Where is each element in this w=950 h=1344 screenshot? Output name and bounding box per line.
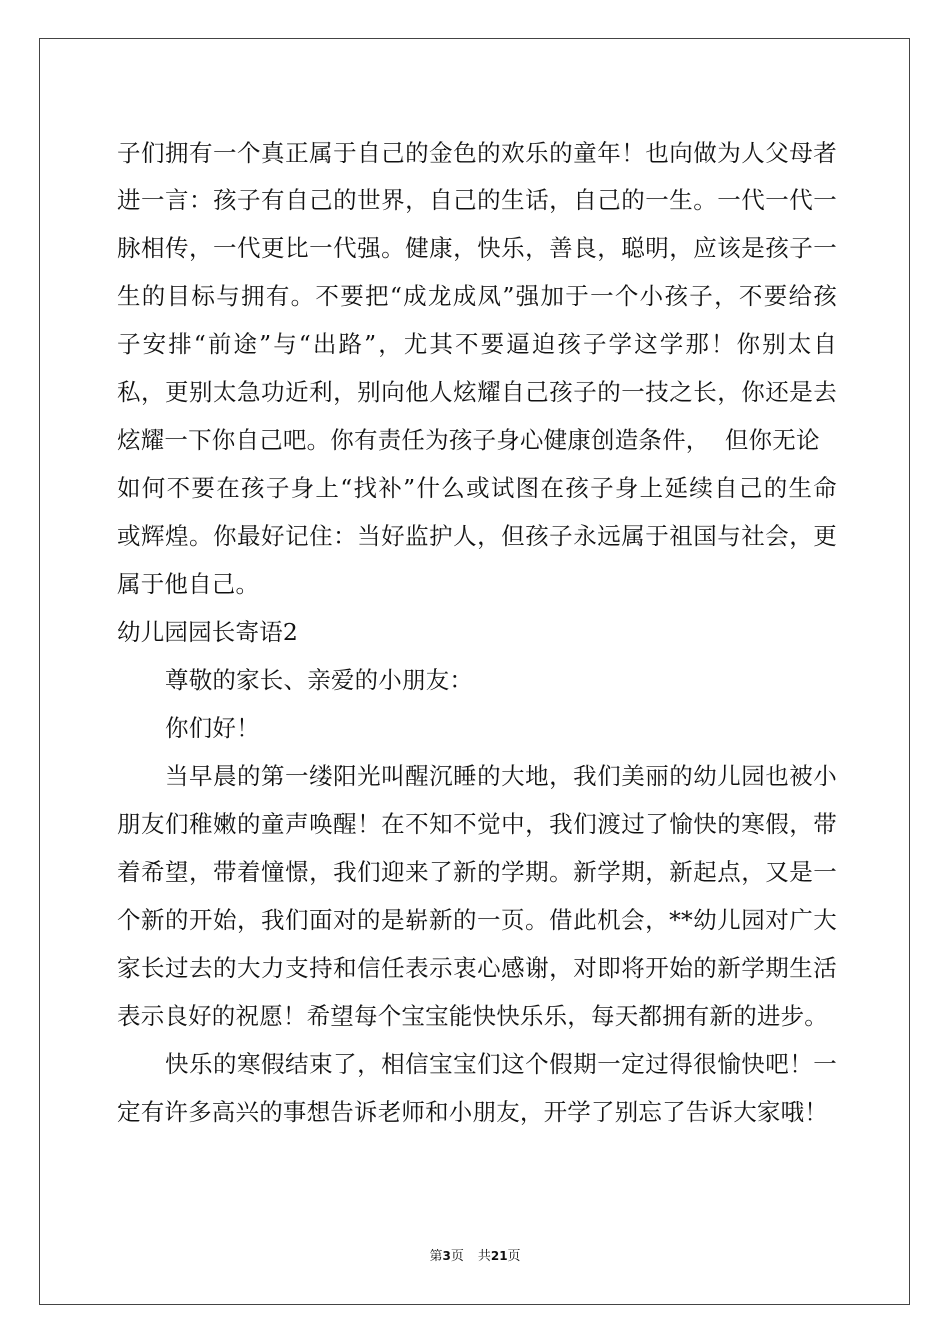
text-line: 进一言：孩子有自己的世界，自己的生话，自己的一生。一代一代一 xyxy=(117,186,837,214)
total-pages: 21 xyxy=(490,1249,508,1263)
text-line: 或辉煌。你最好记住：当好监护人，但孩子永远属于祖国与社会，更 xyxy=(117,522,837,550)
section-heading: 幼儿园园长寄语2 xyxy=(117,618,299,646)
text-line: 着希望，带着憧憬，我们迎来了新的学期。新学期，新起点，又是一 xyxy=(117,858,837,886)
text-line: 朋友们稚嫩的童声唤醒！在不知不觉中，我们渡过了愉快的寒假，带 xyxy=(117,810,837,838)
text-line: 脉相传，一代更比一代强。健康，快乐，善良，聪明，应该是孩子一 xyxy=(117,234,837,262)
text-line: 炫耀一下你自己吧。你有责任为孩子身心健康创造条件， 但你无论 xyxy=(117,426,820,454)
page-prefix: 第 xyxy=(429,1249,443,1264)
text-line: 个新的开始，我们面对的是崭新的一页。借此机会，**幼儿园对广大 xyxy=(117,906,837,934)
greeting: 你们好！ xyxy=(165,714,260,742)
page-footer xyxy=(0,1247,950,1266)
text-line: 定有许多高兴的事想告诉老师和小朋友，开学了别忘了告诉大家哦！ xyxy=(117,1098,828,1126)
total-suffix: 页 xyxy=(507,1249,521,1264)
text-line: 子安排“前途”与“出路”，尤其不要逼迫孩子学这学那！你别太自 xyxy=(117,330,837,358)
text-line: 生的目标与拥有。不要把“成龙成凤”强加于一个小孩子，不要给孩 xyxy=(117,282,837,310)
text-line: 表示良好的祝愿！希望每个宝宝能快快乐乐，每天都拥有新的进步。 xyxy=(117,1002,828,1030)
total-prefix: 共 xyxy=(477,1249,491,1264)
text-line: 私，更别太急功近利，别向他人炫耀自己孩子的一技之长，你还是去 xyxy=(117,378,837,406)
text-line: 子们拥有一个真正属于自己的金色的欢乐的童年！也向做为人父母者 xyxy=(117,139,837,167)
text-line: 当早晨的第一缕阳光叫醒沉睡的大地，我们美丽的幼儿园也被小 xyxy=(165,762,837,790)
text-line: 家长过去的大力支持和信任表示衷心感谢，对即将开始的新学期生活 xyxy=(117,954,837,982)
salutation: 尊敬的家长、亲爱的小朋友： xyxy=(165,666,474,694)
page-suffix: 页 xyxy=(450,1249,464,1264)
page-number: 3 xyxy=(442,1249,451,1263)
text-line: 属于他自己。 xyxy=(117,570,260,598)
text-line: 如何不要在孩子身上“找补”什么或试图在孩子身上延续自己的生命 xyxy=(117,474,837,502)
text-line: 快乐的寒假结束了，相信宝宝们这个假期一定过得很愉快吧！一 xyxy=(165,1050,837,1078)
